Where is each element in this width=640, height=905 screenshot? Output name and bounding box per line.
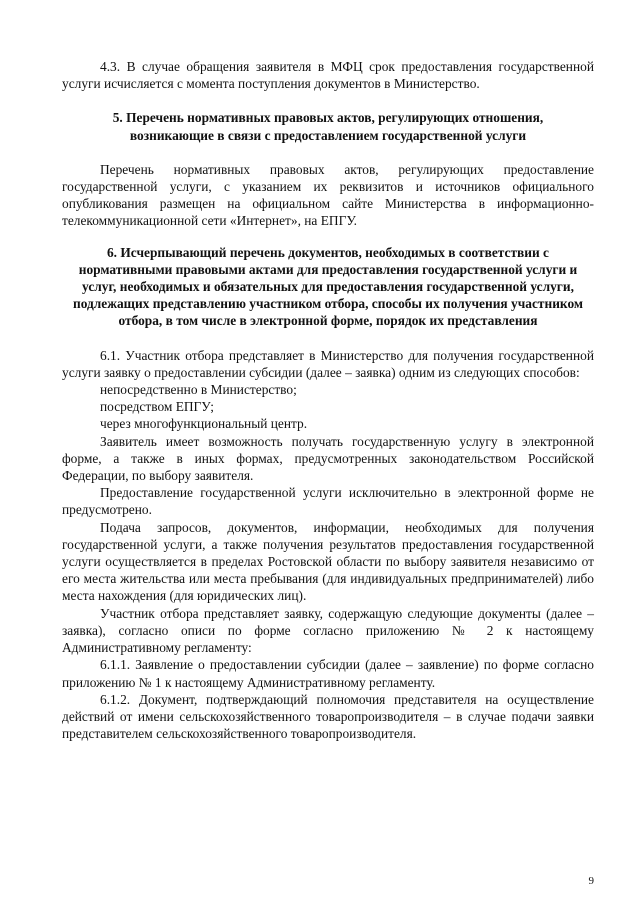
paragraph-4-3: 4.3. В случае обращения заявителя в МФЦ срок предоставления государственной услуги исчисляется с момента поступления документов в Министерство. (62, 59, 594, 92)
paragraph-6-1-1: 6.1.1. Заявление о предоставлении субсидии (далее – заявление) по форме согласно приложению № 1 к настоящему Административному регламенту. (62, 657, 594, 690)
section-6-heading: 6. Исчерпывающий перечень документов, необходимых в соответствии с нормативными правовыми актами для предоставления государственной услуги и услуг, необходимых и обязательных для предоставления государственной услуги, подлежащих представлению участником отбора, способы их получения участником отбора, в том числе в электронной форме, порядок их представления (72, 244, 584, 329)
paragraph-5: Перечень нормативных правовых актов, регулирующих предоставление государственной услуги, с указанием их реквизитов и источников официального опубликования размещен на официальном сайте Министерства в информационно-телекоммуникационной сети «Интернет», на ЕПГУ. (62, 161, 594, 229)
paragraph-6-1-2: 6.1.2. Документ, подтверждающий полномочия представителя на осуществление действий от имени сельскохозяйственного товаропроизводителя – в случае подачи заявки представителем сельскохозяйственного товаропроизводителя. (62, 691, 594, 742)
document-page (62, 58, 594, 742)
paragraph-only-electronic: Предоставление государственной услуги исключительно в электронной форме не предусмотрено. (62, 485, 594, 518)
paragraph-6-1: 6.1. Участник отбора представляет в Министерство для получения государственной услуги заявку о предоставлении субсидии (далее – заявка) одним из следующих способов: (62, 347, 594, 380)
paragraph-electronic-form: Заявитель имеет возможность получать государственную услугу в электронной форме, а также в иных формах, предусмотренных законодательством Российской Федерации, по выбору заявителя. (62, 433, 594, 484)
paragraph-participant-application: Участник отбора представляет заявку, содержащую следующие документы (далее – заявка), согласно описи по форме согласно приложению № 2 к настоящему Административному регламенту: (62, 605, 594, 656)
page-number: 9 (588, 875, 594, 887)
section-5-heading: 5. Перечень нормативных правовых актов, регулирующих отношения, возникающие в связи с предоставлением государственной услуги (112, 110, 544, 143)
submission-way-2: посредством ЕПГУ; (100, 399, 214, 415)
submission-way-3: через многофункциональный центр. (100, 416, 308, 432)
submission-way-1: непосредственно в Министерство; (100, 382, 297, 398)
paragraph-requests: Подача запросов, документов, информации, необходимых для получения государственной услуги, а также получения результатов предоставления государственной услуги осуществляется в пределах Ростовской области по выбору заявителя независимо от его места жительства или места пребывания (для индивидуальных предпринимателей) либо места нахождения (для юридических лиц). (62, 519, 594, 604)
